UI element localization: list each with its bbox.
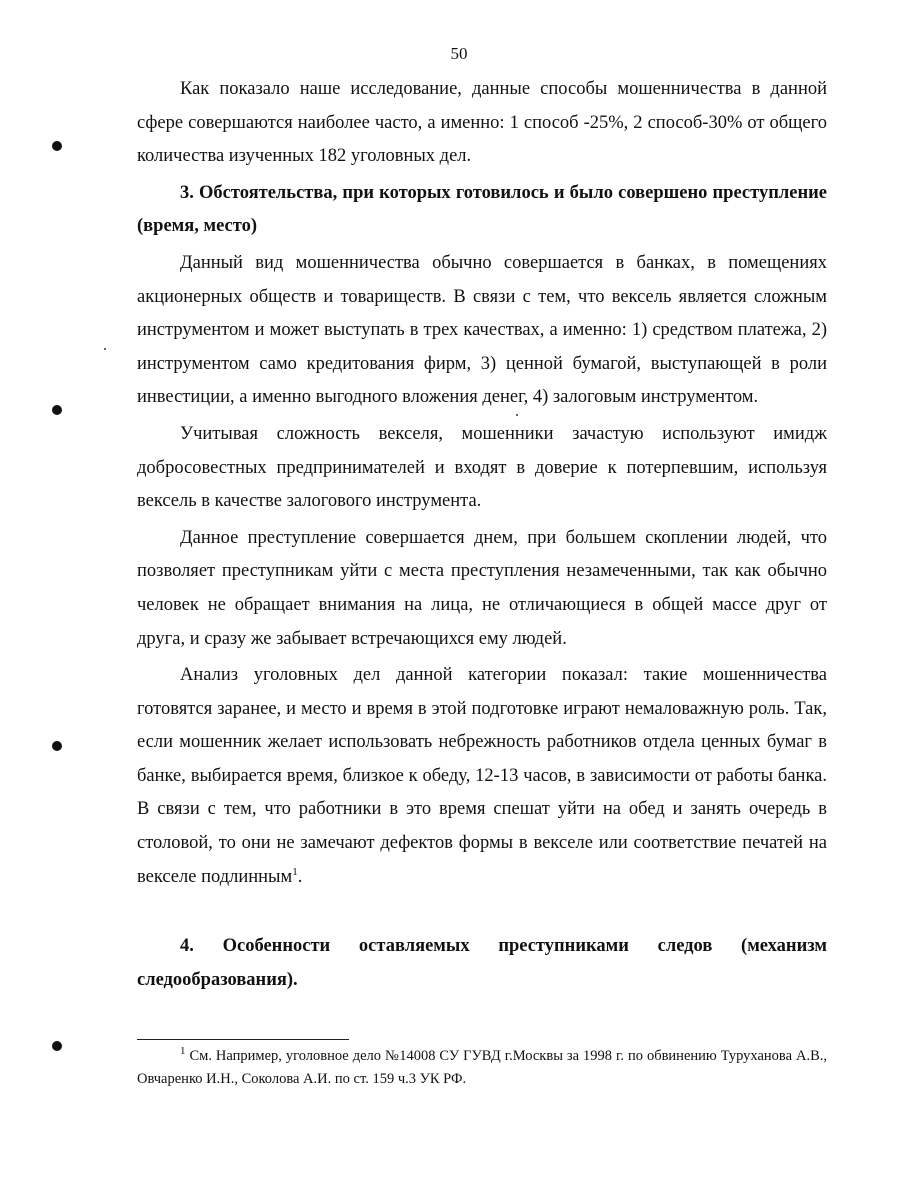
- scan-speck: [516, 414, 518, 416]
- footnote-marker: 1: [180, 1045, 186, 1058]
- paragraph-1: Как показало наше исследование, данные способы мошенничества в данной сфере совершаются наиболее часто, а именно: 1 способ -25%, 2 способ-30% от общего количества изученных 182 уголовных дел.: [137, 79, 827, 167]
- paragraph-5: Анализ уголовных дел данной категории показал: такие мошенничества готовятся заранее, и место и время в этой подготовке играют немаловажную роль. Так, если мошенник желает использовать небрежность работников отдела ценных бумаг в банке, выбирается время, близкое к обеду, 12-13 часов, в зависимости от работы банка. В связи с тем, что работники в это время спешат уйти на обед и занять очередь в столовой, то они не замечают дефектов формы в векселе или соответствие печатей на векселе подлинным$^1$.: [137, 665, 827, 887]
- binding-hole-4: [52, 1041, 62, 1051]
- binding-hole-1: [52, 141, 62, 151]
- scan-speck: [104, 348, 106, 350]
- binding-hole-2: [52, 405, 62, 415]
- binding-hole-3: [52, 741, 62, 751]
- paragraph-2: Данный вид мошенничества обычно совершается в банках, в помещениях акционерных обществ и товариществ. В связи с тем, что вексель является сложным инструментом и может выступать в трех качествах, а именно: 1) средством платежа, 2) инструментом само кредитования фирм, 3) ценной бумагой, выступающей в роли инвестиции, а именно выгодного вложения денег, 4) залоговым инструментом.: [137, 252, 827, 408]
- footnote-reference[interactable]: 1: [292, 865, 298, 878]
- section-heading-3: 3. Обстоятельства, при которых готовилось и было совершено преступление (время, место): [137, 182, 827, 237]
- footnote: [137, 1045, 827, 1091]
- paragraph-4: Данное преступление совершается днем, при большем скоплении людей, что позволяет преступникам уйти с места преступления незамеченными, так как обычно человек не обращает внимания на лица, не отличающиеся в общей массе друг от друга, и сразу же забывает встречающихся ему людей.: [137, 527, 827, 649]
- page-number: 50: [450, 44, 468, 63]
- paragraph-3: Учитывая сложность векселя, мошенники зачастую используют имидж добросовестных предпринимателей и входят в доверие к потерпевшим, используя вексель в качестве залогового инструмента.: [137, 423, 827, 512]
- footnote-text: См. Например, уголовное дело №14008 СУ ГУВД г.Москвы за 1998 г. по обвинению Туруханова А.В., Овчаренко И.Н., Соколова А.И. по ст. 159 ч.3 УК РФ.: [137, 1048, 827, 1087]
- section-heading-4: 4. Особенности оставляемых преступниками следов (механизм следообразования).: [137, 936, 827, 990]
- footnote-separator: [137, 1039, 349, 1040]
- document-body: [137, 73, 827, 997]
- paragraph-5-text: Анализ уголовных дел данной категории показал: такие мошенничества готовятся заранее, и место и время в этой подготовке играют немаловажную роль. Так, если мошенник желает использовать небрежность работников отдела ценных бумаг в банке, выбирается время, близкое к обеду, 12-13 часов, в зависимости от работы банка. В связи с тем, что работники в это время спешат уйти на обед и занять очередь в столовой, то они не замечают дефектов формы в векселе или соответствие печатей на векселе подлинным: [137, 665, 827, 887]
